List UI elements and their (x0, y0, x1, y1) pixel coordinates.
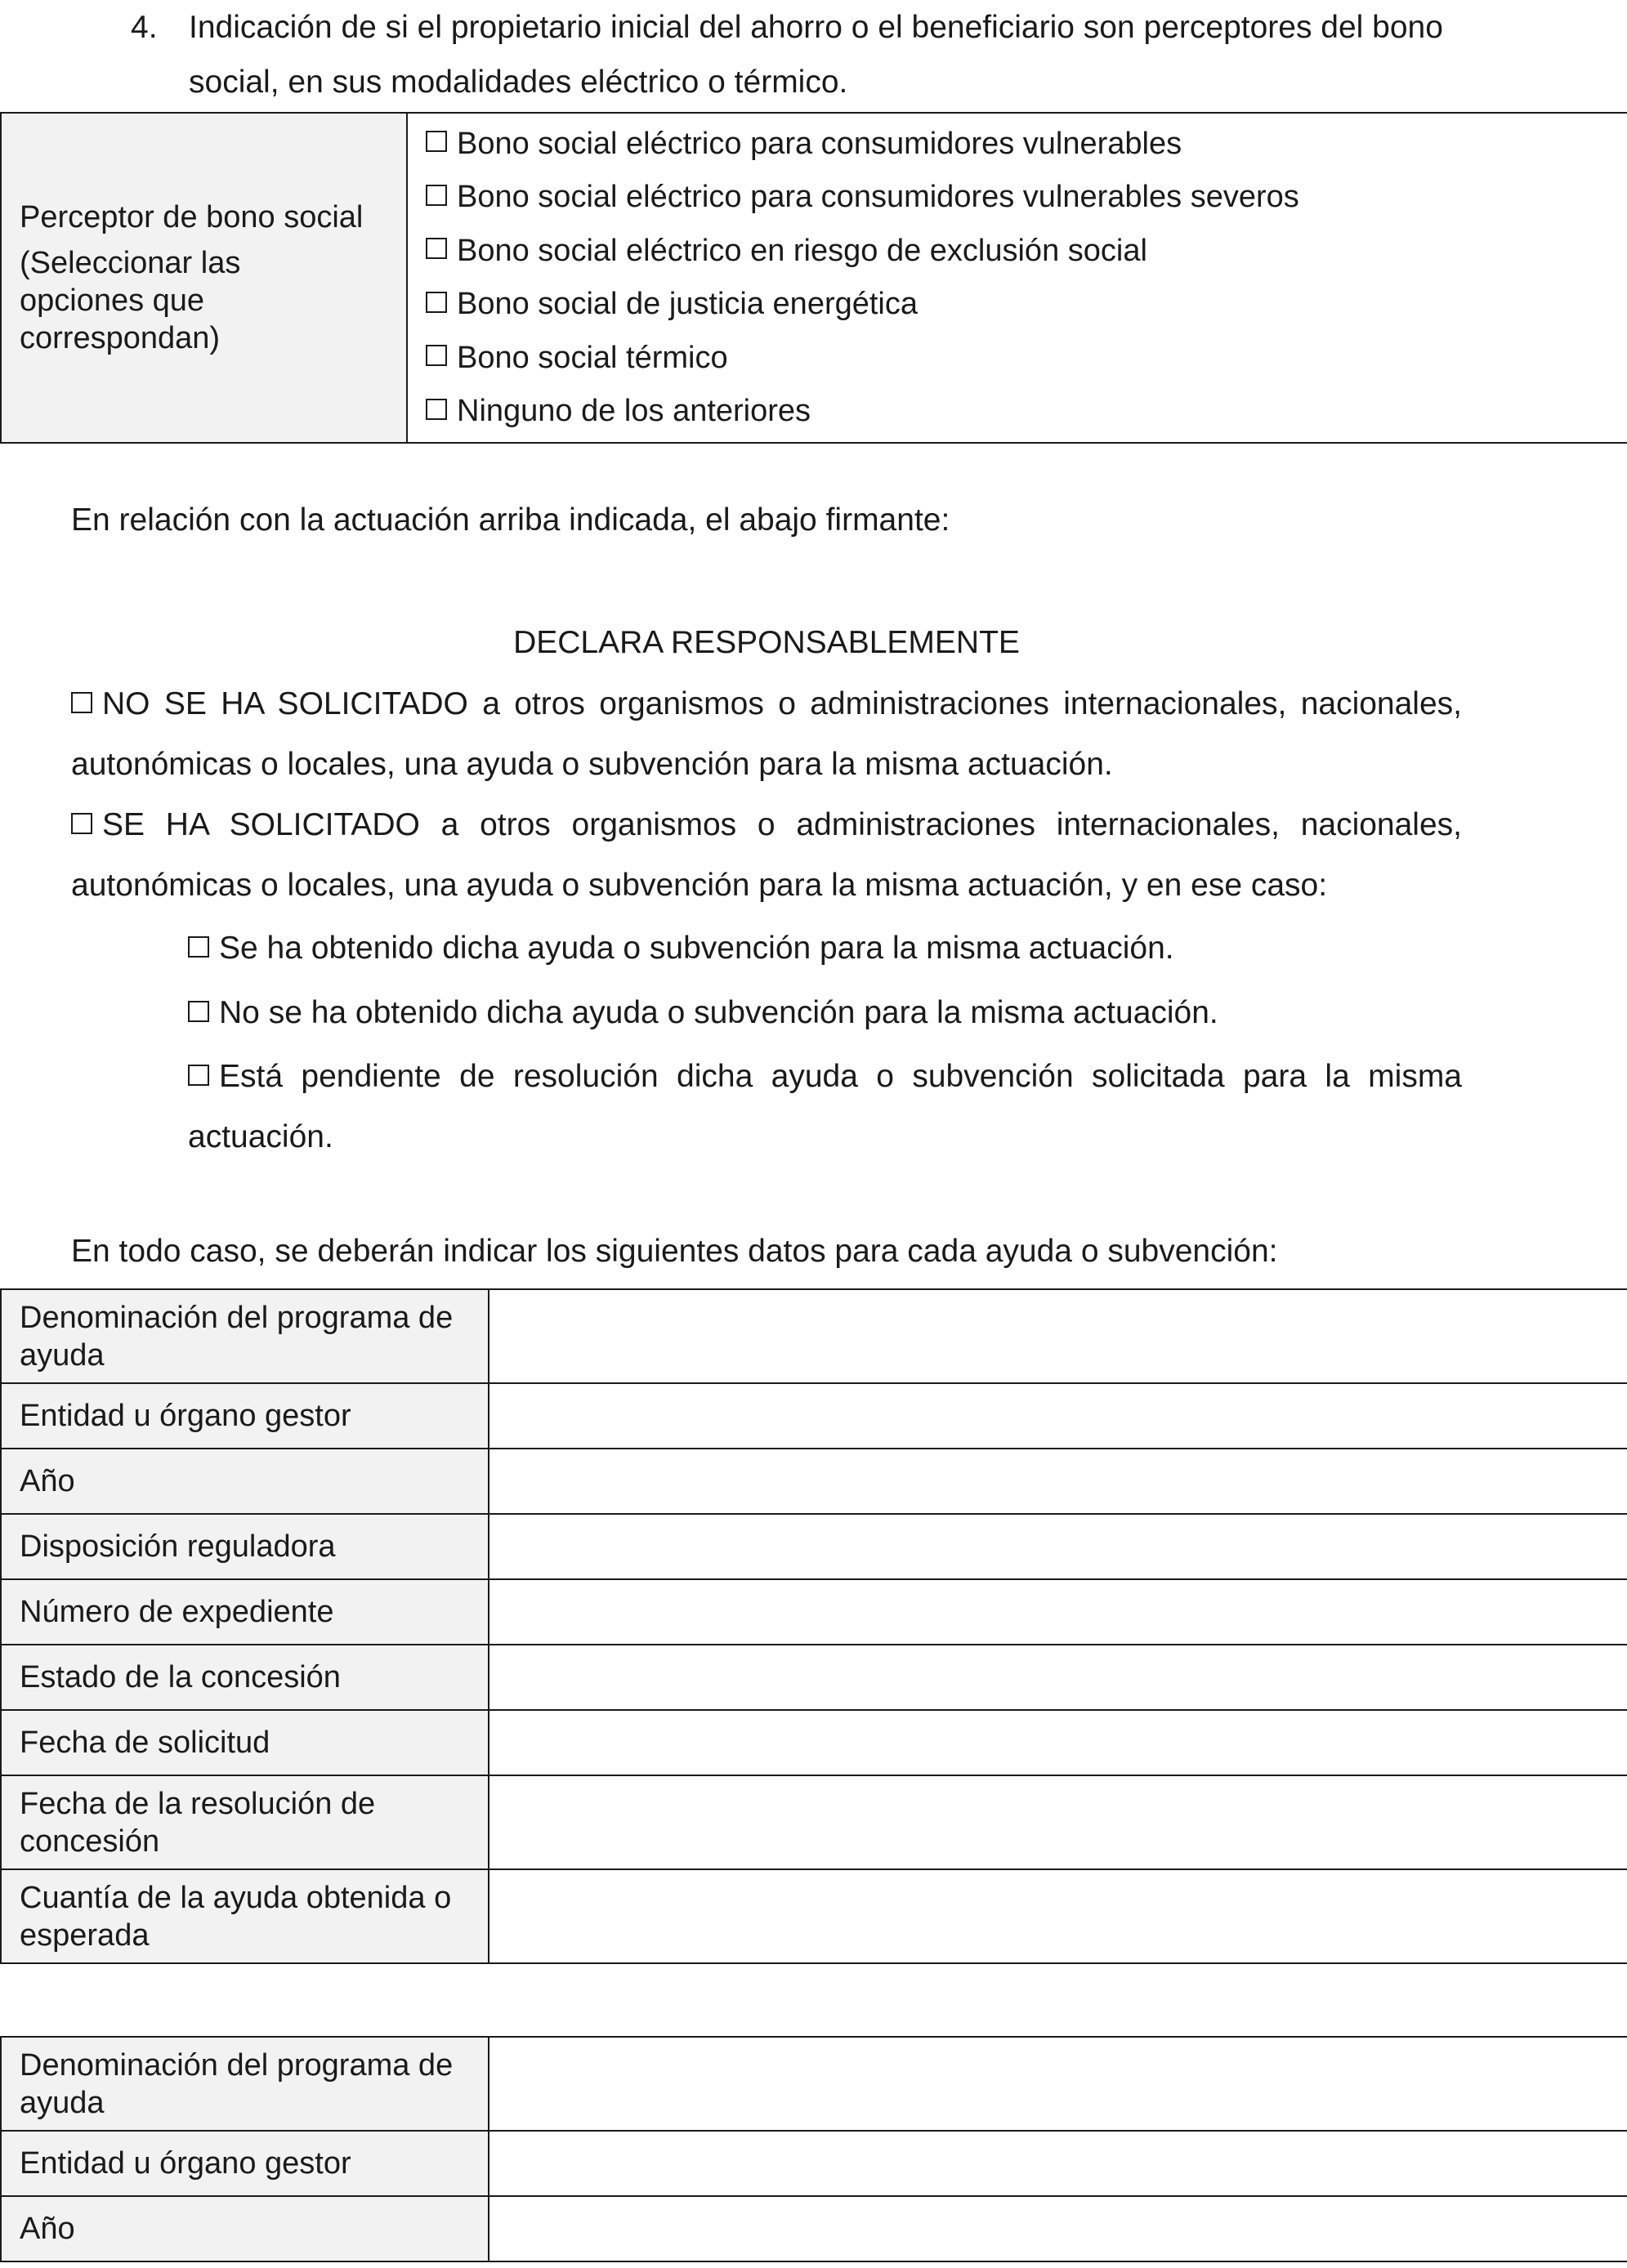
row-label: Denominación del programa de ayuda (1, 2037, 489, 2131)
sub-option-text: Está pendiente de resolución dicha ayuda o subvención solicitada para la misma actuación. (188, 1059, 1462, 1154)
checkbox[interactable] (188, 1065, 209, 1086)
row-label: Fecha de solicitud (1, 1710, 489, 1775)
row-label: Cuantía de la ayuda obtenida o esperada (1, 1869, 489, 1963)
intro-paragraph: En relación con la actuación arriba indicada, el abajo firmante: (71, 502, 950, 538)
row-label: Fecha de la resolución de concesión (1, 1775, 489, 1869)
sub-option-text: Se ha obtenido dicha ayuda o subvención para la misma actuación. (219, 931, 1174, 966)
row-value-field[interactable] (489, 2131, 1627, 2196)
checkbox[interactable] (426, 345, 447, 366)
table-row (1, 2131, 1627, 2196)
checkbox[interactable] (71, 813, 92, 834)
table-row (1, 1869, 1627, 1963)
declaration-text: SE HA SOLICITADO a otros organismos o administraciones internacionales, nacionales, autonómicas o locales, una ayuda o subvención para la misma actuación, y en ese caso: (71, 807, 1462, 903)
bono-option-label: Bono social eléctrico en riesgo de exclusión social (457, 233, 1147, 268)
list-item-number: 4. (131, 10, 158, 45)
row-value-field[interactable] (489, 2196, 1627, 2261)
sub-option-no-obtenido[interactable] (188, 981, 1462, 1045)
bono-option[interactable] (426, 278, 1627, 332)
declara-heading: DECLARA RESPONSABLEMENTE (513, 625, 1020, 660)
sub-option-text: No se ha obtenido dicha ayuda o subvención para la misma actuación. (219, 995, 1218, 1030)
table-row (1, 1289, 1627, 1383)
row-label: Año (1, 2196, 489, 2261)
table-row (1, 2196, 1627, 2261)
table-row (1, 1579, 1627, 1645)
row-value-field[interactable] (489, 1710, 1627, 1775)
bono-option-label: Bono social eléctrico para consumidores vulnerables (457, 126, 1182, 161)
row-label: Disposición reguladora (1, 1514, 489, 1579)
bono-option[interactable] (426, 118, 1627, 172)
row-value-field[interactable] (489, 1645, 1627, 1710)
declaration-text: NO SE HA SOLICITADO a otros organismos o administraciones internacionales, nacionales, autonómicas o locales, una ayuda o subvención para la misma actuación. (71, 686, 1462, 782)
checkbox[interactable] (426, 185, 447, 206)
row-value-field[interactable] (489, 1289, 1627, 1383)
bono-social-label: Perceptor de bono social (20, 200, 364, 234)
bono-option[interactable] (426, 332, 1627, 386)
table-row (1, 1514, 1627, 1579)
bono-option-label: Bono social térmico (457, 340, 728, 375)
bono-option[interactable] (426, 171, 1627, 225)
checkbox[interactable] (426, 399, 447, 420)
table-row (1, 1645, 1627, 1710)
declaration-no-solicitado[interactable] (71, 674, 1462, 795)
checkbox[interactable] (188, 1001, 209, 1022)
checkbox[interactable] (71, 692, 92, 713)
row-label: Denominación del programa de ayuda (1, 1289, 489, 1383)
table-row (1, 1383, 1627, 1449)
bono-option[interactable] (426, 225, 1627, 279)
bono-social-table (0, 112, 1627, 444)
bono-option-label: Bono social de justicia energética (457, 287, 919, 321)
data-intro-paragraph: En todo caso, se deberán indicar los siguientes datos para cada ayuda o subvención: (71, 1234, 1278, 1269)
bono-option-label: Bono social eléctrico para consumidores vulnerables severos (457, 180, 1299, 214)
row-value-field[interactable] (489, 1775, 1627, 1869)
row-value-field[interactable] (489, 1579, 1627, 1645)
bono-social-label-cell (1, 113, 407, 443)
row-label: Entidad u órgano gestor (1, 2131, 489, 2196)
sub-option-obtenido[interactable] (188, 917, 1462, 980)
table-row (1, 1775, 1627, 1869)
row-label: Número de expediente (1, 1579, 489, 1645)
list-item-text: Indicación de si el propietario inicial del ahorro o el beneficiario son perceptores del bono social, en sus modalidades eléctrico o térmico. (189, 10, 1443, 100)
checkbox[interactable] (426, 131, 447, 152)
bono-social-options (407, 113, 1627, 443)
sub-option-pendiente[interactable] (188, 1047, 1462, 1167)
row-label: Estado de la concesión (1, 1645, 489, 1710)
table-row (1, 2037, 1627, 2131)
bono-option[interactable] (426, 385, 1627, 439)
checkbox[interactable] (426, 292, 447, 313)
row-value-field[interactable] (489, 1514, 1627, 1579)
bono-social-note: (Seleccionar las opciones que correspondan) (20, 246, 241, 355)
row-label: Año (1, 1449, 489, 1514)
aid-data-table-1 (0, 1288, 1627, 1964)
table-row (1, 1449, 1627, 1514)
row-value-field[interactable] (489, 1869, 1627, 1963)
table-row (1, 1710, 1627, 1775)
bono-option-label: Ninguno de los anteriores (457, 394, 811, 428)
row-value-field[interactable] (489, 1383, 1627, 1449)
aid-data-table-2 (0, 2036, 1627, 2262)
checkbox[interactable] (188, 936, 209, 958)
declaration-si-solicitado[interactable] (71, 795, 1462, 916)
row-label: Entidad u órgano gestor (1, 1383, 489, 1449)
checkbox[interactable] (426, 238, 447, 259)
row-value-field[interactable] (489, 1449, 1627, 1514)
row-value-field[interactable] (489, 2037, 1627, 2131)
